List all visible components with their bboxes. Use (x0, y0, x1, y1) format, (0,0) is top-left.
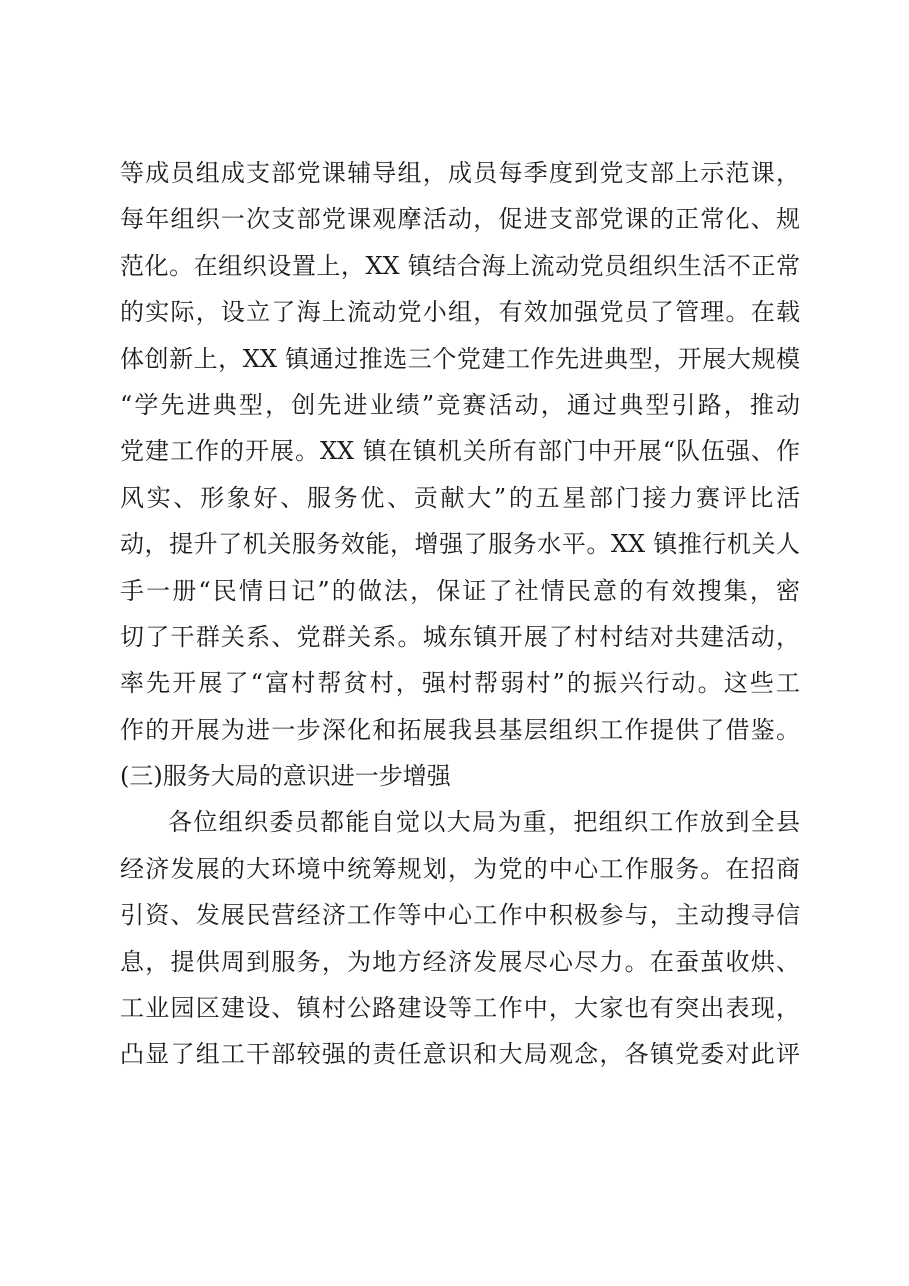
text-line: 风实、形象好、服务优、贡献大”的五星部门接力赛评比活 (120, 483, 800, 512)
text-line: 引资、发展民营经济工作等中心工作中积极参与，主动搜寻信 (120, 901, 800, 930)
text-line: 息，提供周到服务，为地方经济发展尽心尽力。在蚕茧收烘、 (120, 947, 800, 976)
text-line: 范化。在组织设置上，XX 镇结合海上流动党员组织生活不正常 (120, 251, 800, 280)
text-line: 体创新上，XX 镇通过推选三个党建工作先进典型，开展大规模 (120, 344, 800, 373)
text-line: 党建工作的开展。XX 镇在镇机关所有部门中开展“队伍强、作 (120, 437, 800, 466)
text-line: 手一册“民情日记”的做法，保证了社情民意的有效搜集，密 (120, 576, 800, 605)
text-line: “学先进典型，创先进业绩”竞赛活动，通过典型引路，推动 (120, 390, 800, 419)
text-line: 的实际，设立了海上流动党小组，有效加强党员了管理。在载 (120, 298, 800, 327)
text-line: 动，提升了机关服务效能，增强了服务水平。XX 镇推行机关人 (120, 530, 800, 559)
text-line: 每年组织一次支部党课观摩活动，促进支部党课的正常化、规 (120, 205, 800, 234)
text-line: 等成员组成支部党课辅导组，成员每季度到党支部上示范课， (120, 159, 800, 187)
text-line: 凸显了组工干部较强的责任意识和大局观念，各镇党委对此评 (120, 1040, 800, 1069)
text-line: 切了干群关系、党群关系。城东镇开展了村村结对共建活动， (120, 622, 800, 651)
text-line: 工业园区建设、镇村公路建设等工作中，大家也有突出表现， (120, 994, 800, 1023)
text-line: 率先开展了“富村帮贫村，强村帮弱村”的振兴行动。这些工 (120, 669, 800, 698)
paragraph-first-line: 各位组织委员都能自觉以大局为重，把组织工作放到全县 (168, 808, 800, 837)
section-heading: (三)服务大局的意识进一步增强 (120, 762, 451, 791)
body-text (120, 160, 800, 1088)
text-line: 经济发展的大环境中统筹规划，为党的中心工作服务。在招商 (120, 854, 800, 883)
text-line: 作的开展为进一步深化和拓展我县基层组织工作提供了借鉴。 (120, 715, 800, 744)
